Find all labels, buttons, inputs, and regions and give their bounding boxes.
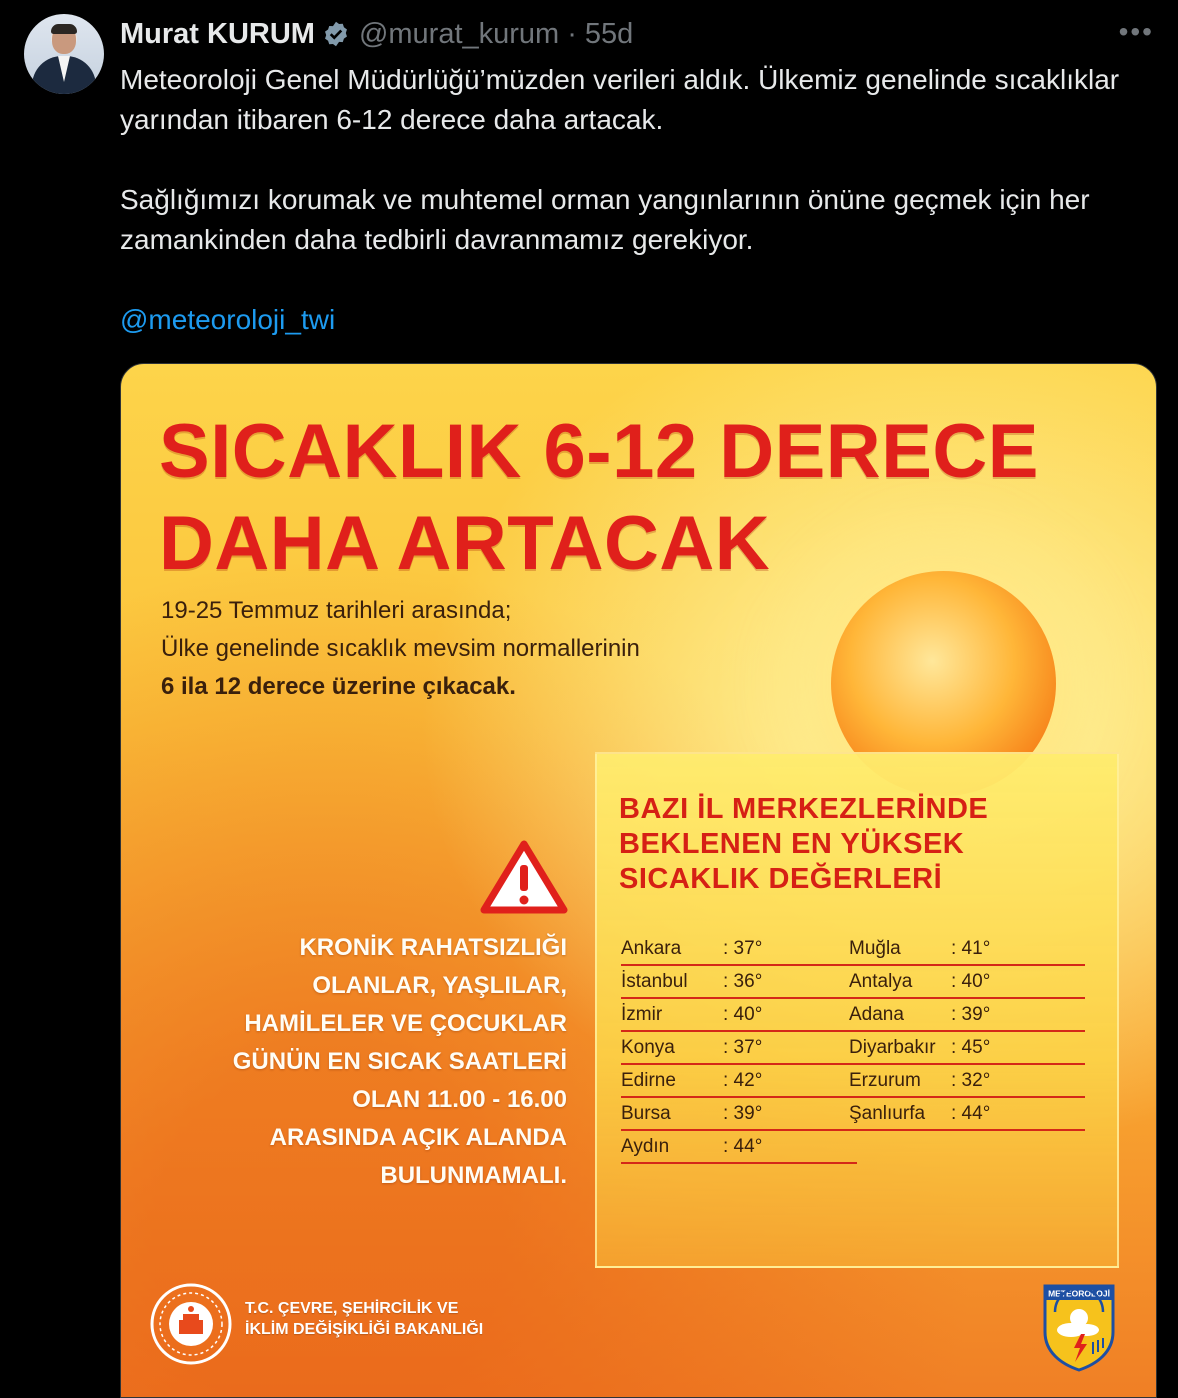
author-name[interactable]: Murat KURUM (120, 17, 315, 50)
ministry-name: T.C. ÇEVRE, ŞEHİRCİLİK VE İKLİM DEĞİŞİKLİĞİ BAKANLIĞI (245, 1300, 484, 1338)
city-list-right (849, 934, 1085, 1132)
headline-line-1: SICAKLIK 6-12 DERECE (159, 409, 1039, 494)
advice-line: BULUNMAMALI. (380, 1162, 567, 1189)
temperature-panel (595, 752, 1119, 1268)
more-options-icon[interactable]: ••• (1118, 16, 1154, 47)
city-row: Muğla : 41° (849, 934, 1085, 966)
city-row: İstanbul : 36° (621, 967, 857, 999)
warning-triangle-icon (479, 839, 569, 920)
city-row: İzmir : 40° (621, 1000, 857, 1032)
advice-line: KRONİK RAHATSIZLIĞI (299, 934, 567, 961)
city-row: Diyarbakır : 45° (849, 1033, 1085, 1065)
mention-link[interactable]: @meteoroloji_twi (120, 304, 336, 335)
city-row: Erzurum : 32° (849, 1066, 1085, 1098)
intro-line-2: Ülke genelinde sıcaklık mevsim normallerinin (161, 635, 640, 662)
advice-line: GÜNÜN EN SICAK SAATLERİ (232, 1048, 567, 1075)
tweet-media-image[interactable] (120, 363, 1157, 1398)
tweet-paragraph-1: Meteoroloji Genel Müdürlüğü’müzden verileri aldık. Ülkemiz genelinde sıcaklıklar yarından itibaren 6-12 derece daha artacak. (120, 64, 1120, 135)
city-row: Antalya : 40° (849, 967, 1085, 999)
city-row: Aydın : 44° (621, 1132, 857, 1164)
graphic-headline (159, 406, 1039, 590)
tweet-text (120, 60, 1160, 340)
advice-line: OLAN 11.00 - 16.00 (352, 1086, 567, 1113)
tweet-timestamp[interactable]: 55d (584, 17, 634, 50)
city-list-left (621, 934, 857, 1165)
author-avatar[interactable] (24, 14, 104, 94)
advice-line: OLANLAR, YAŞLILAR, (312, 972, 567, 999)
separator-dot: · (567, 17, 577, 50)
graphic-intro (161, 592, 640, 706)
city-row: Adana : 39° (849, 1000, 1085, 1032)
intro-line-1: 19-25 Temmuz tarihleri arasında; (161, 597, 512, 624)
advice-line: HAMİLELER VE ÇOCUKLAR (244, 1010, 567, 1037)
panel-title: BAZI İL MERKEZLERİNDE BEKLENEN EN YÜKSEK SICAKLIK DEĞERLERİ (619, 793, 989, 895)
city-row: Konya : 37° (621, 1033, 857, 1065)
met-logo-text: METEOROLOJİ (1048, 1288, 1110, 1299)
meteoroloji-logo (1041, 1282, 1117, 1377)
tweet-paragraph-2: Sağlığımızı korumak ve muhtemel orman yangınlarının önüne geçmek için her zamankinden daha tedbirli davranmamız gerekiyor. (120, 184, 1090, 255)
ministry-seal-icon (149, 1282, 233, 1371)
city-row: Bursa : 39° (621, 1099, 857, 1131)
verified-badge-icon (322, 20, 350, 48)
city-row: Ankara : 37° (621, 934, 857, 966)
city-row: Edirne : 42° (621, 1066, 857, 1098)
author-handle[interactable]: @murat_kurum (358, 17, 560, 50)
avatar-hair (51, 24, 77, 34)
advice-line: ARASINDA AÇIK ALANDA (269, 1124, 567, 1151)
health-advice-text (161, 929, 567, 1195)
city-row: Şanlıurfa : 44° (849, 1099, 1085, 1131)
tweet-header (120, 16, 633, 52)
headline-line-2: DAHA ARTACAK (159, 501, 771, 586)
intro-line-3: 6 ila 12 derece üzerine çıkacak. (161, 673, 516, 700)
